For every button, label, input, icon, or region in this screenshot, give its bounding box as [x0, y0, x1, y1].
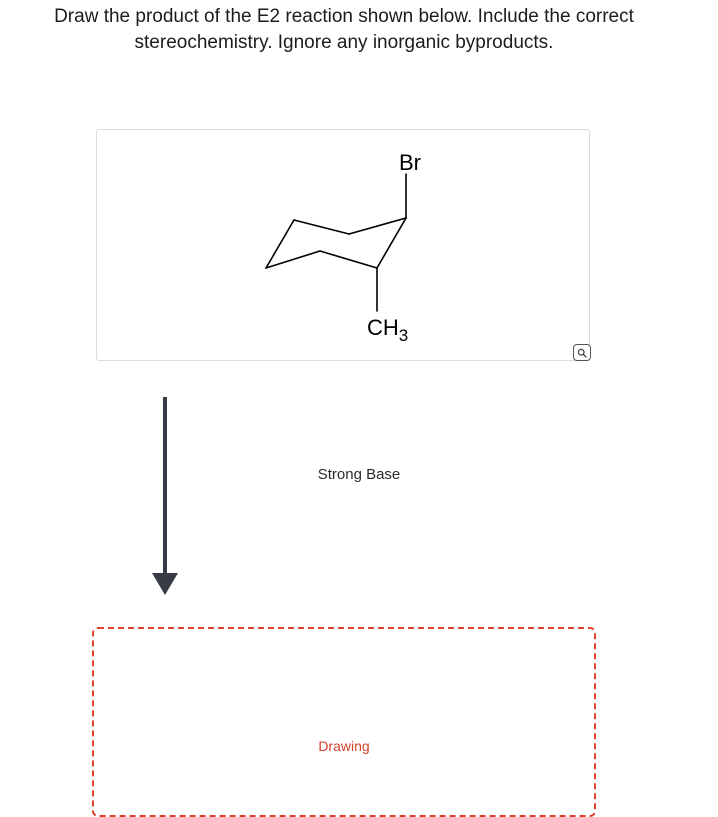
reaction-arrow [152, 397, 178, 597]
reactant-structure-box [96, 129, 590, 361]
bromine-label: Br [399, 150, 421, 175]
magnifier-icon [577, 348, 587, 358]
methyl-label-main: CH [367, 315, 399, 340]
drawing-placeholder-label: Drawing [318, 738, 370, 754]
cyclohexane-chair-structure [97, 130, 591, 362]
question-line-2: stereochemistry. Ignore any inorganic byproducts. [134, 32, 554, 53]
methyl-label [367, 315, 408, 345]
question-prompt [0, 4, 688, 56]
ring-bond [294, 220, 349, 234]
zoom-button[interactable] [573, 344, 591, 361]
ring-bond [320, 251, 377, 268]
reagent-label: Strong Base [317, 466, 401, 483]
question-line-1: Draw the product of the E2 reaction shown below. Include the correct [54, 6, 634, 27]
methyl-label-subscript: 3 [398, 326, 409, 345]
drawing-canvas[interactable] [92, 627, 596, 817]
